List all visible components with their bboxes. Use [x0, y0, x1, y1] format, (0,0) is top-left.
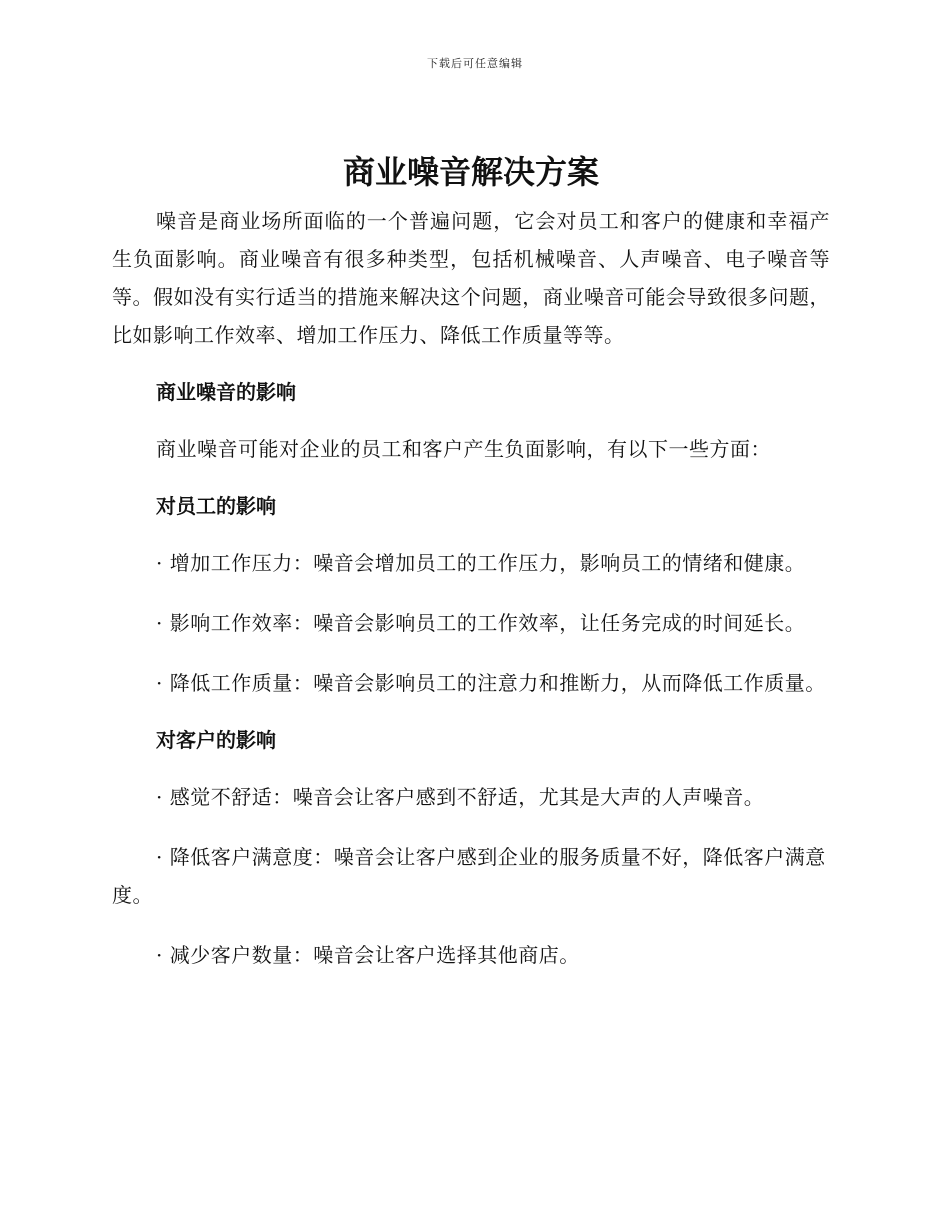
employee-bullet-3: · 降低工作质量：噪音会影响员工的注意力和推断力，从而降低工作质量。	[156, 671, 826, 695]
customer-bullet-1: · 感觉不舒适：噪音会让客户感到不舒适，尤其是大声的人声噪音。	[156, 785, 765, 809]
spacer	[112, 354, 830, 376]
intro-paragraph: 噪音是商业场所面临的一个普遍问题，它会对员工和客户的健康和幸福产生负面影响。商业噪音有很多种类型，包括机械噪音、人声噪音、电子噪音等等。假如没有实行适当的措施来解决这个问题，商业噪音可能会导致很多问题，比如影响工作效率、增加工作压力、降低工作质量等等。	[112, 209, 830, 347]
spacer	[112, 816, 830, 838]
spacer	[112, 914, 830, 936]
spacer	[112, 468, 830, 490]
document-body	[112, 150, 830, 974]
customer-bullet-3: · 减少客户数量：噪音会让客户选择其他商店。	[156, 943, 580, 967]
spacer	[112, 522, 830, 544]
header-note: 下载后可任意编辑	[427, 57, 523, 70]
employee-bullet-2: · 影响工作效率：噪音会影响员工的工作效率，让任务完成的时间延长。	[156, 611, 806, 635]
customer-bullet-2: · 降低客户满意度：噪音会让客户感到企业的服务质量不好，降低客户满意度。	[112, 845, 826, 907]
document-title: 商业噪音解决方案	[342, 153, 599, 191]
section-heading-customers: 对客户的影响	[156, 728, 276, 752]
spacer	[112, 408, 830, 430]
spacer	[112, 756, 830, 778]
employee-bullet-1: · 增加工作压力：噪音会增加员工的工作压力，影响员工的情绪和健康。	[156, 551, 806, 575]
section-heading-employees: 对员工的影响	[156, 494, 276, 518]
spacer	[112, 582, 830, 604]
spacer	[112, 702, 830, 724]
impact-lead-paragraph: 商业噪音可能对企业的员工和客户产生负面影响，有以下一些方面：	[156, 437, 771, 461]
spacer	[112, 642, 830, 664]
section-heading-impact: 商业噪音的影响	[156, 380, 296, 404]
